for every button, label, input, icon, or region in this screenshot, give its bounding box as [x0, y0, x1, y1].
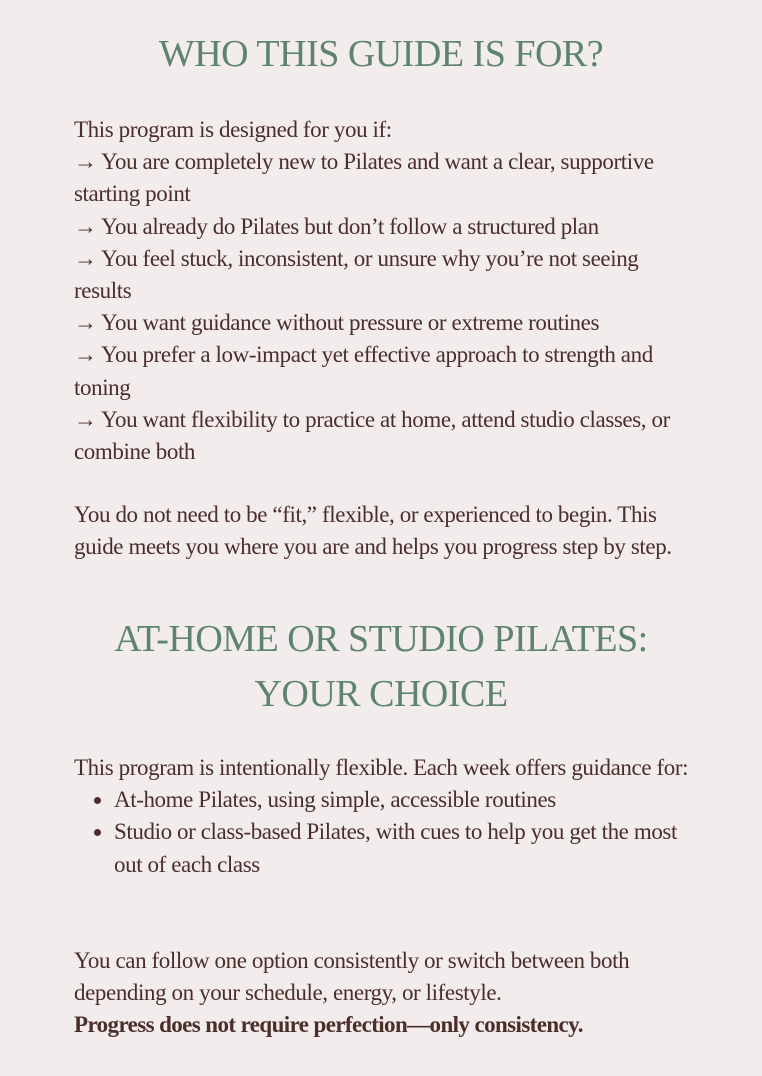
option-item-at-home: • At-home Pilates, using simple, accessible routines	[114, 784, 694, 816]
audience-list	[74, 114, 694, 468]
closing-paragraph: You do not need to be “fit,” flexible, or experienced to begin. This guide meets you where you are and helps you progress step by step.	[74, 502, 672, 560]
option-item-studio: • Studio or class-based Pilates, with cues to help you get the most out of each class	[114, 816, 694, 880]
audience-intro: This program is designed for you if:	[74, 117, 392, 142]
heading-at-home-or-studio	[0, 612, 762, 722]
heading-line-2: YOUR CHOICE	[254, 673, 508, 715]
options-intro: This program is intentionally flexible. Each week offers guidance for:	[74, 755, 689, 780]
audience-item: → You want flexibility to practice at home, attend studio classes, or combine both	[74, 406, 670, 465]
heading-who-this-guide-is-for: WHO THIS GUIDE IS FOR?	[158, 33, 604, 75]
options-list	[74, 784, 694, 881]
audience-item: → You are completely new to Pilates and want a clear, supportive starting point	[74, 149, 654, 207]
emphasis-statement: Progress does not require perfection—only consistency.	[74, 1012, 583, 1038]
options-closing	[74, 945, 694, 1042]
options-section	[74, 752, 694, 881]
audience-item: → You feel stuck, inconsistent, or unsure why you’re not seeing results	[74, 245, 639, 304]
audience-item: → You already do Pilates but don’t follow a structured plan	[74, 213, 599, 239]
heading-line-1: AT-HOME OR STUDIO PILATES:	[114, 618, 648, 660]
audience-item: → You want guidance without pressure or extreme routines	[74, 310, 600, 336]
audience-closing	[74, 499, 694, 563]
audience-item: → You prefer a low-impact yet effective approach to strength and toning	[74, 342, 653, 400]
closing-paragraph: You can follow one option consistently or switch between both depending on your schedule, energy, or lifestyle.	[74, 948, 630, 1006]
